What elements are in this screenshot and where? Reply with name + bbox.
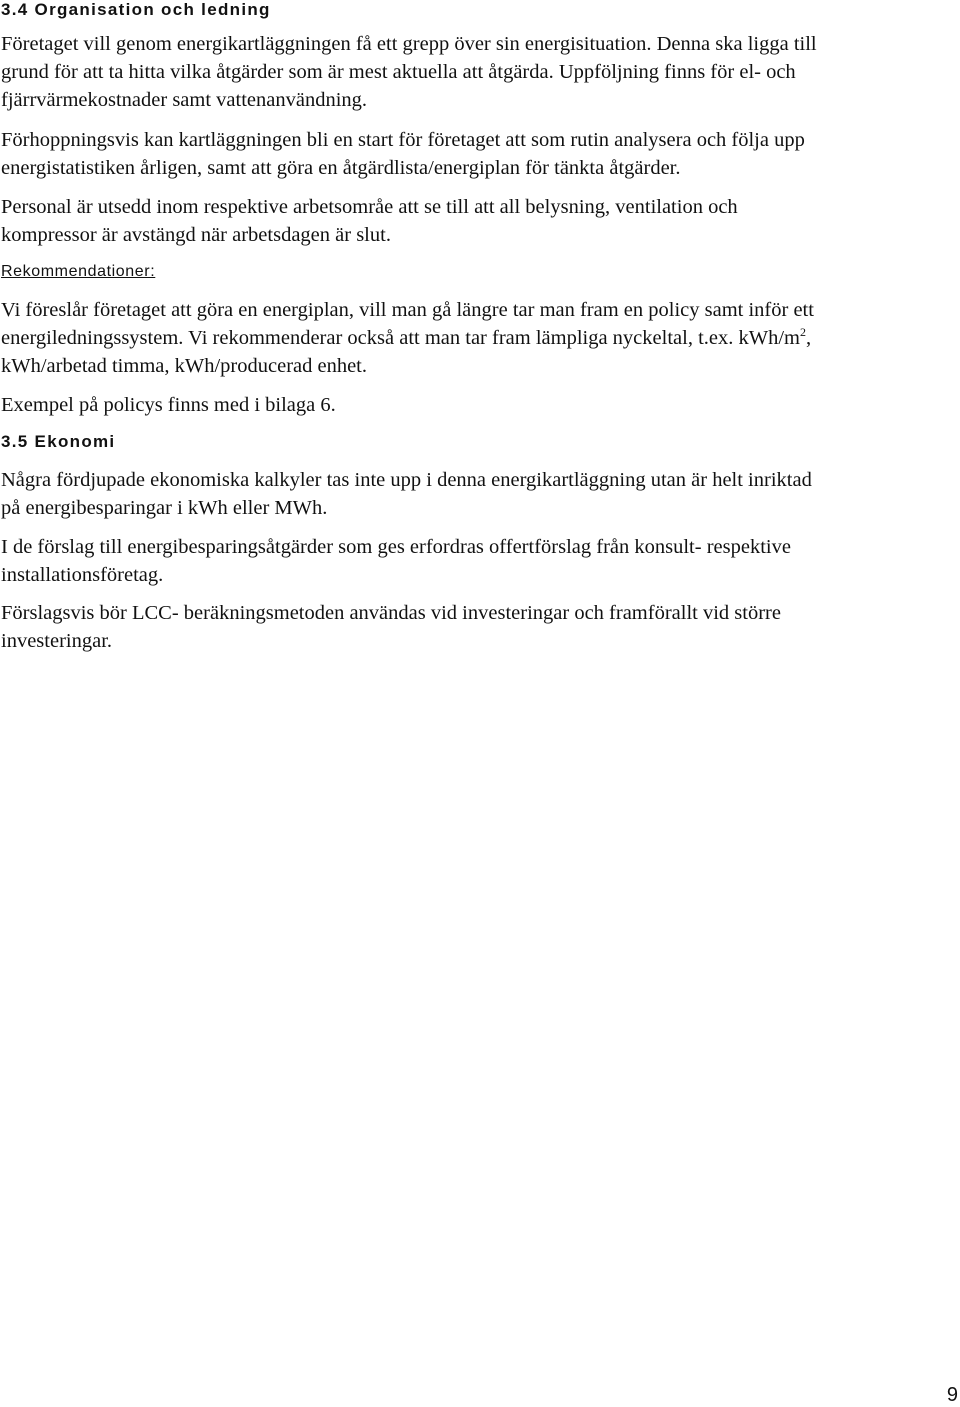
paragraph	[1, 391, 960, 419]
paragraph	[1, 30, 960, 114]
text-line: I de förslag till energibesparingsåtgärder som ges erfordras offertförslag från konsult- respektive	[1, 536, 791, 558]
text-line: investeringar.	[1, 630, 113, 652]
text-line: fjärrvärmekostnader samt vattenanvändning.	[1, 89, 368, 111]
text-line: Några fördjupade ekonomiska kalkyler tas inte upp i denna energikartläggning utan är helt inriktad	[1, 469, 812, 491]
paragraph	[1, 599, 960, 655]
text-line: kompressor är avstängd när arbetsdagen är slut.	[1, 224, 391, 246]
text-line: på energibesparingar i kWh eller MWh.	[1, 497, 328, 519]
text-line: Förslagsvis bör LCC- beräkningsmetoden användas vid investeringar och framförallt vid större	[1, 602, 781, 624]
text-segment: ,	[805, 327, 812, 349]
superscript: 2	[799, 325, 806, 340]
section-heading-3-4: 3.4 Organisation och ledning	[1, 0, 271, 19]
text-segment: energiledningssystem. Vi rekommenderar också att man tar fram lämpliga nyckeltal, t.ex. kWh/m	[1, 327, 800, 349]
text-line: Företaget vill genom energikartläggningen få ett grepp över sin energisituation. Denna ska ligga till	[1, 33, 817, 55]
paragraph	[1, 296, 960, 380]
text-line: Personal är utsedd inom respektive arbetsområe att se till att all belysning, ventilation och	[1, 196, 738, 218]
paragraph	[1, 126, 960, 182]
text-line: grund för att ta hitta vilka åtgärder som är mest aktuella att åtgärda. Uppföljning finns för el- och	[1, 61, 796, 83]
recommendations-label: Rekommendationer:	[1, 263, 156, 280]
text-line: energistatistiken årligen, samt att göra en åtgärdlista/energiplan för tänkta åtgärder.	[1, 157, 681, 179]
text-line: Exempel på policys finns med i bilaga 6.	[1, 394, 336, 416]
text-line: Förhoppningsvis kan kartläggningen bli en start för företaget att som rutin analysera och följa upp	[1, 129, 805, 151]
section-heading-3-5: 3.5 Ekonomi	[1, 432, 116, 451]
page-number: 9	[946, 1384, 958, 1406]
paragraph	[1, 533, 960, 589]
paragraph	[1, 466, 960, 522]
text-line: kWh/arbetad timma, kWh/producerad enhet.	[1, 355, 368, 377]
text-line: Vi föreslår företaget att göra en energiplan, vill man gå längre tar man fram en policy samt inför ett	[1, 299, 814, 321]
paragraph	[1, 193, 960, 249]
text-line: installationsföretag.	[1, 564, 164, 586]
text-line	[1, 324, 960, 352]
